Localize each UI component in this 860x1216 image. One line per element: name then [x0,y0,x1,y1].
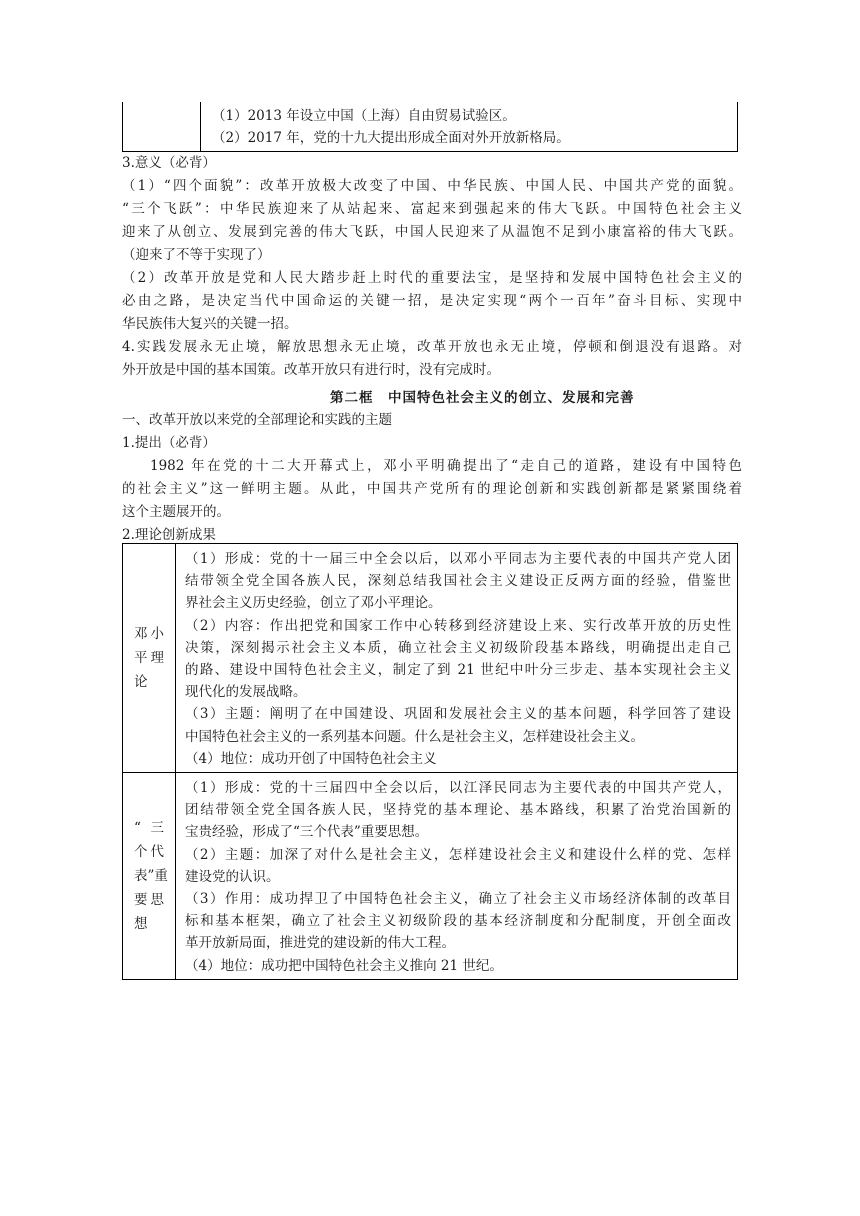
content-line: （4）地位：成功把中国特色社会主义推向 21 世纪。 [185,957,503,974]
content-line: 现代化的发展战略。 [185,684,307,701]
row-label-cell [123,544,176,773]
table-row [123,544,738,773]
paragraph-line: 必由之路，是决定当代中国命运的关键一招，是决定实现“两个一百年”奋斗目标、实现中 [122,293,742,309]
table-line: （1）2013 年设立中国（上海）自由贸易试验区。 [212,108,516,124]
significance-section [122,152,742,382]
content-item [185,888,731,955]
paragraph-line: 华民族伟大复兴的关键一招。 [122,316,298,332]
content-line: 决策，深刻揭示社会主义本质，确立社会主义初级阶段基本路线，明确提出走自己 [185,639,731,656]
row-label: “三个代表”重要思想 [134,819,168,932]
content-item [185,748,731,770]
content-line: （3）主题：阐明了在中国建设、巩固和发展社会主义的基本问题，科学回答了建设 [185,706,731,723]
content-item [185,703,731,747]
content-line: （2）内容：作出把党和国家工作中心转移到经济建设上来、实行改革开放的历史性 [185,617,731,634]
theory-table [122,543,738,980]
content-line: 团结带领全党全国各族人民，坚持党的基本理论、基本路线，积累了治党治国新的 [185,802,731,819]
continued-table [122,102,738,152]
paragraph-line: 这个主题展开的。 [122,504,230,520]
paragraph-line: 迎来了从创立、发展到完善的伟大飞跃，中国人民迎来了从温饱不足到小康富裕的伟大飞跃。 [122,224,742,240]
paragraph-line: “三个飞跃”：中华民族迎来了从站起来、富起来到强起来的伟大飞跃。中国特色社会主义 [122,201,742,217]
paragraph-line: 4.实践发展永无止境，解放思想永无止境，改革开放也永无止境，停顿和倒退没有退路。对 [122,339,742,355]
section-heading: 3.意义（必背） [122,155,216,171]
content-item [185,548,731,615]
table-row [123,773,738,980]
part-heading: 一、改革开放以来党的全部理论和实践的主题 [122,412,392,428]
row-label-cell [123,773,176,980]
paragraph-line: （1）“四个面貌”：改革开放极大改变了中国、中华民族、中国人民、中国共产党的面貌。 [122,178,742,194]
content-line: 标和基本框架，确立了社会主义初级阶段的基本经济制度和分配制度，开创全面改 [185,913,731,930]
content-item [185,955,731,977]
content-line: 界社会主义历史经验，创立了邓小平理论。 [185,595,442,612]
paragraph-line: （2）改革开放是党和人民大踏步赶上时代的重要法宝，是坚持和发展中国特色社会主义的 [122,270,742,286]
section-title: 第二框 中国特色社会主义的创立、发展和完善 [330,390,635,406]
paragraph-line: 外开放是中国的基本国策。改革开放只有进行时，没有完成时。 [122,362,500,378]
paragraph-line: 的社会主义”这一鲜明主题。从此，中国共产党所有的理论创新和实践创新都是紧紧围绕着 [122,481,742,497]
row-label: 邓小平理论 [134,626,164,691]
content-line: 革开放新局面，推进党的建设新的伟大工程。 [185,935,455,952]
row-content-cell [176,544,738,773]
column-divider [200,102,201,151]
paragraph-line: （迎来了不等于实现了） [122,247,271,263]
content-item [185,777,731,844]
sub-heading: 1.提出（必背） [122,435,216,451]
table-line: （2）2017 年，党的十九大提出形成全面对外开放新格局。 [212,130,570,146]
paragraph-line: 1982 年在党的十二大开幕式上，邓小平明确提出了“走自己的道路，建设有中国特色 [150,458,742,474]
content-line: （2）主题：加深了对什么是社会主义，怎样建设社会主义和建设什么样的党、怎样 [185,846,731,863]
content-line: （4）地位：成功开创了中国特色社会主义 [185,750,437,767]
content-line: 中国特色社会主义的一系列基本问题。什么是社会主义，怎样建设社会主义。 [185,728,644,745]
content-item [185,844,731,888]
content-line: 结带领全党全国各族人民，深刻总结我国社会主义建设正反两方面的经验，借鉴世 [185,573,731,590]
content-line: （1）形成：党的十一届三中全会以后，以邓小平同志为主要代表的中国共产党人团 [185,551,731,567]
content-item [185,615,731,704]
sub-heading: 2.理论创新成果 [122,527,216,543]
content-line: 建设党的认识。 [185,868,280,885]
content-line: （1）形成：党的十三届四中全会以后，以江泽民同志为主要代表的中国共产党人， [185,780,731,797]
part-one-section [122,409,742,547]
content-line: 宝贵经验，形成了“三个代表”重要思想。 [185,824,429,841]
content-line: （3）作用：成功捍卫了中国特色社会主义，确立了社会主义市场经济体制的改革目 [185,891,731,908]
row-content-cell [176,773,738,980]
table-cell [212,105,731,149]
content-line: 的路、建设中国特色社会主义，制定了到 21 世纪中叶分三步走、基本实现社会主义 [185,662,731,679]
